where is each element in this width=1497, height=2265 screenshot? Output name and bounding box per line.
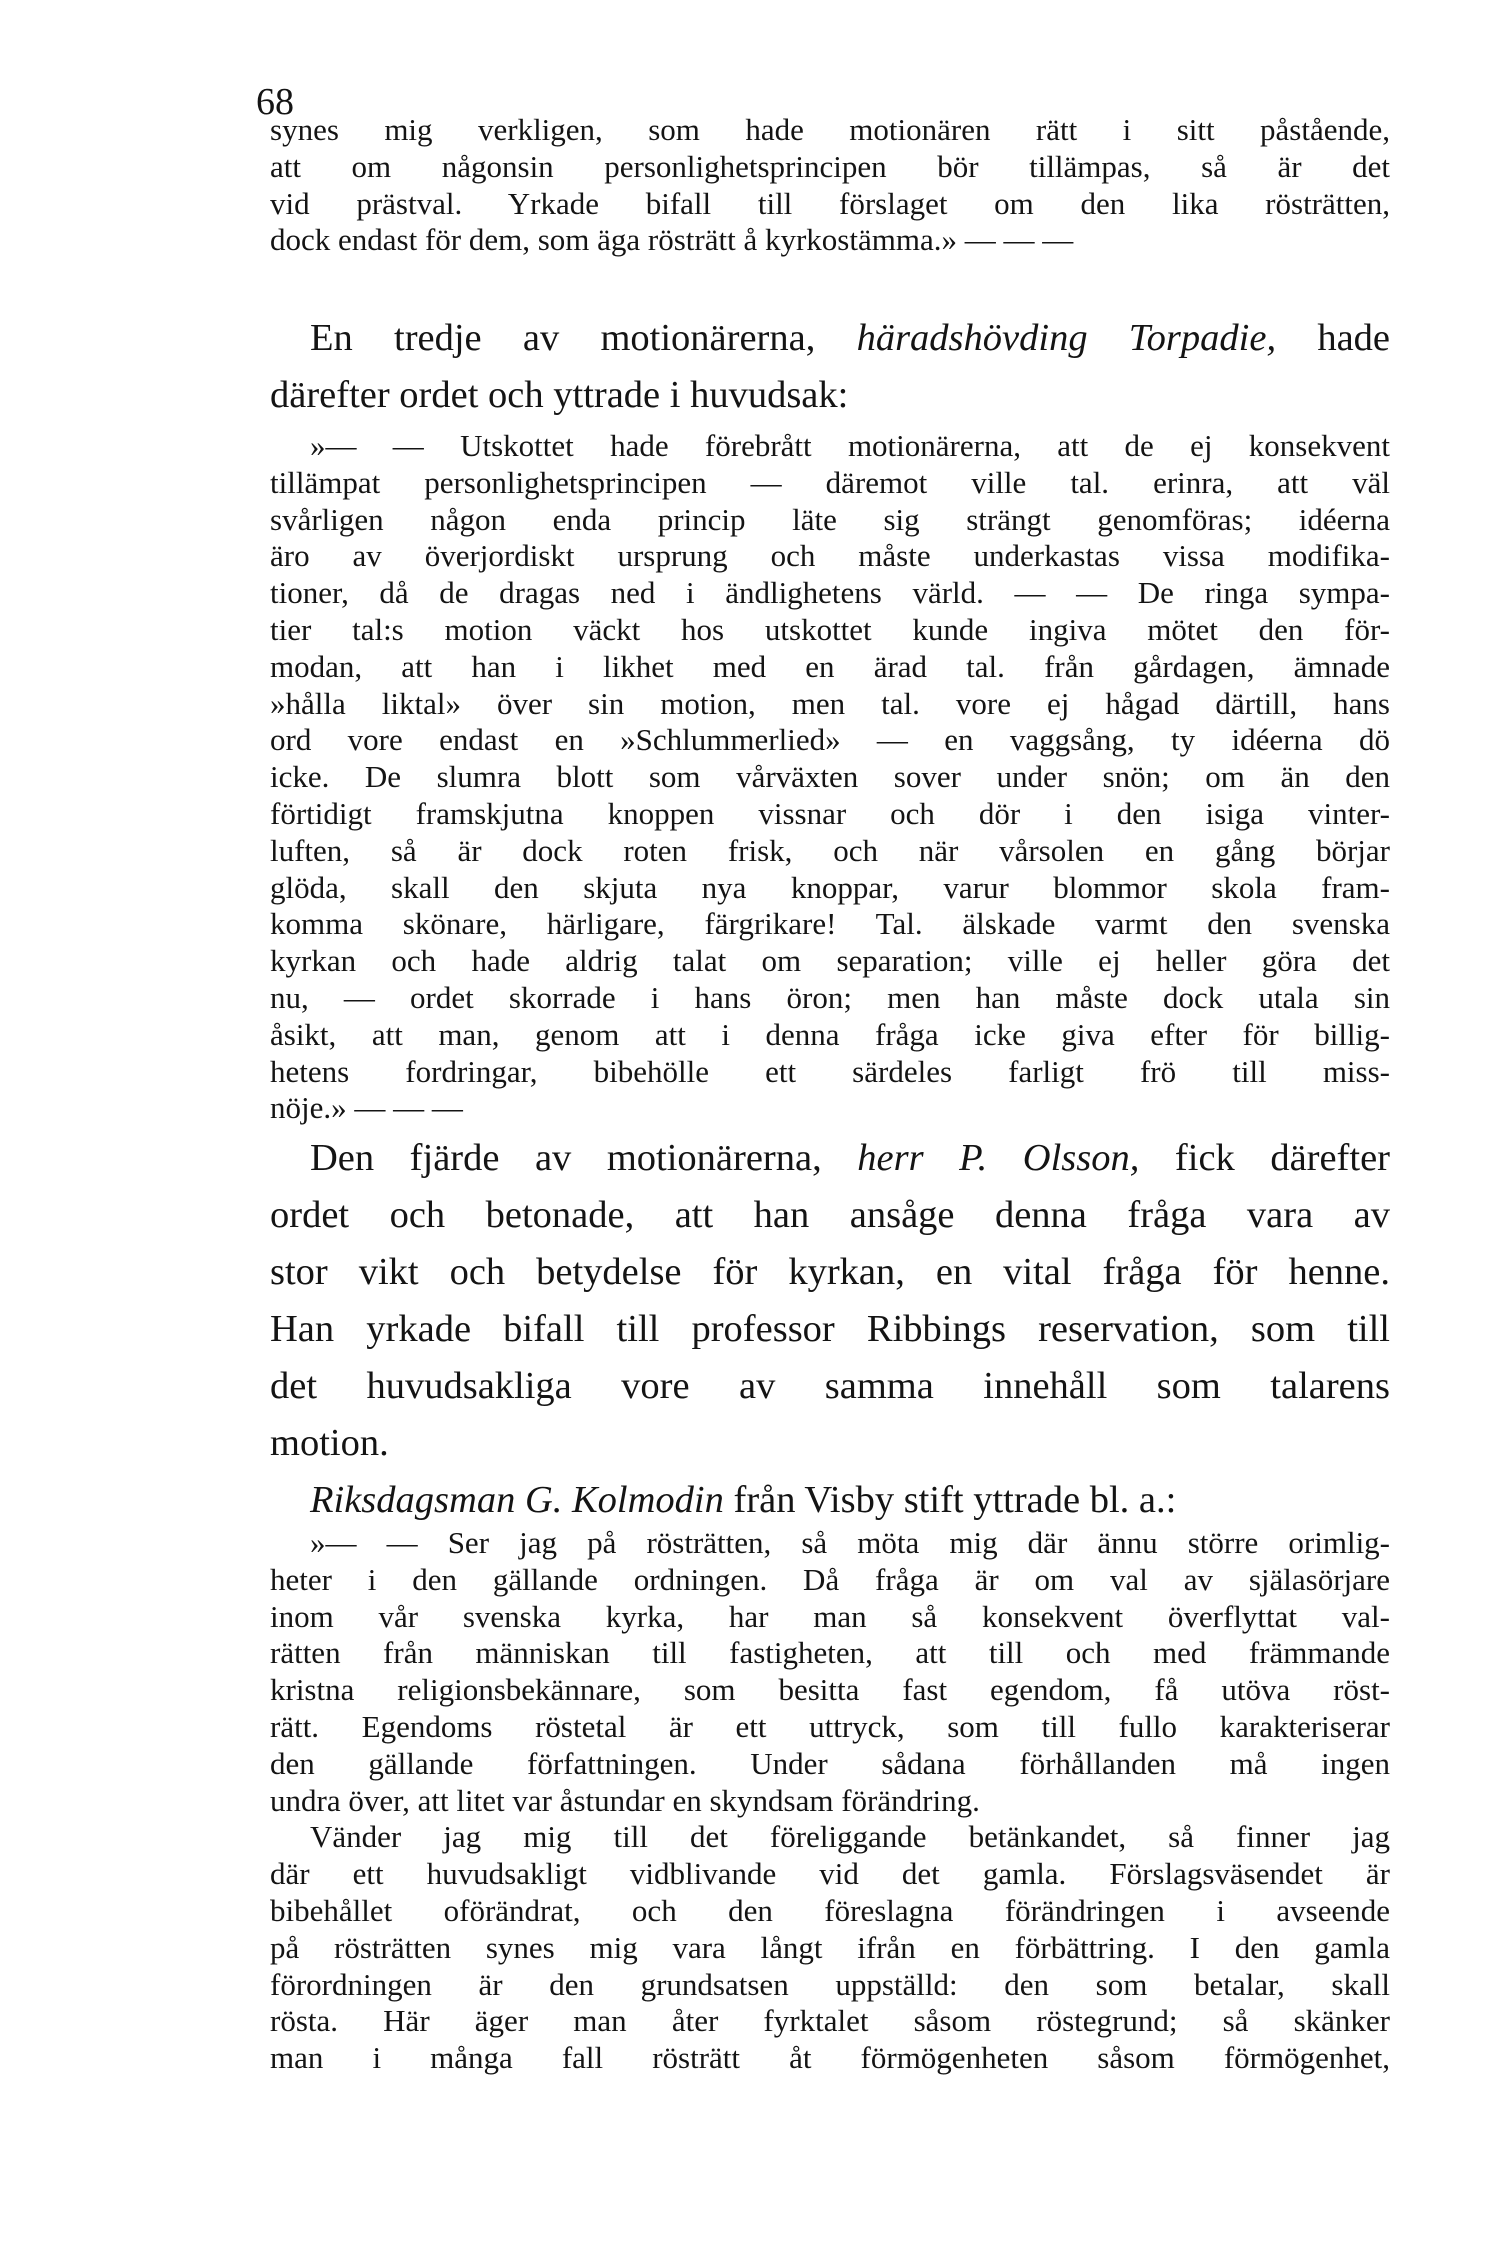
paragraph-1 <box>270 112 1390 259</box>
text-run: från Visby stift yttrade bl. a.: <box>723 1479 1177 1521</box>
text-line: på rösträtten synes mig vara långt ifrån en förbättring. I den gamla <box>270 1929 1390 1965</box>
text-line: modan, att han i likhet med en ärad tal. från gårdagen, ämnade <box>270 648 1390 684</box>
text-line: hetens fordringar, bibehölle ett särdeles farligt frö till miss- <box>270 1053 1390 1089</box>
text-line: äro av överjordiskt ursprung och måste underkastas vissa modifika- <box>270 538 1390 574</box>
text-line: inom vår svenska kyrka, har man så konsekvent överflyttat val- <box>270 1598 1390 1634</box>
text-line: tillämpat personlighetsprincipen — däremot ville tal. erinra, att väl <box>270 464 1390 500</box>
text-line: rösta. Här äger man åter fyrktalet såsom röstegrund; så skänker <box>270 2003 1390 2039</box>
text-line: att om någonsin personlighetsprincipen bör tillämpas, så är det <box>270 148 1390 184</box>
text-line: ord vore endast en »Schlummerlied» — en vaggsång, ty idéerna dö <box>270 722 1390 758</box>
text-line: nöje.» — — — <box>270 1090 463 1126</box>
text-line: komma skönare, härligare, färgrikare! Tal. älskade varmt den svenska <box>270 906 1390 942</box>
text-line: stor vikt och betydelse för kyrkan, en vital fråga för henne. <box>270 1251 1390 1293</box>
text-line: rätt. Egendoms röstetal är ett uttryck, som till fullo karakteriserar <box>270 1708 1390 1744</box>
text-line: därefter ordet och yttrade i huvudsak: <box>270 374 849 416</box>
text-line: kristna religionsbekännare, som besitta fast egendom, få utöva röst- <box>270 1672 1390 1708</box>
text-line: synes mig verkligen, som hade motionären rätt i sitt påstående, <box>270 112 1390 147</box>
text-line: den gällande författningen. Under sådana förhållanden må ingen <box>270 1745 1390 1781</box>
text-line <box>270 1130 1390 1187</box>
text-line: tier tal:s motion väckt hos utskottet kunde ingiva mötet den för- <box>270 611 1390 647</box>
text-run: fick därefter <box>1139 1137 1390 1179</box>
paragraph-4 <box>270 1130 1390 1529</box>
text-line: där ett huvudsakligt vidblivande vid det gamla. Förslagsväsendet är <box>270 1856 1390 1892</box>
text-line: heter i den gällande ordningen. Då fråga är om val av själasörjare <box>270 1561 1390 1597</box>
text-line: vid prästval. Yrkade bifall till förslaget om den lika rösträtten, <box>270 185 1390 221</box>
text-line: ordet och betonade, att han ansåge denna fråga vara av <box>270 1194 1390 1236</box>
paragraph-2 <box>270 310 1390 424</box>
text-line <box>270 1472 1390 1529</box>
page-number: 68 <box>256 81 294 123</box>
text-line: Vänder jag mig till det föreliggande betänkandet, så finner jag <box>310 1819 1390 1855</box>
text-line: icke. De slumra blott som vårväxten sover under snön; om än den <box>270 759 1390 795</box>
text-line: förordningen är den grundsatsen uppställd: den som betalar, skall <box>270 1966 1390 2002</box>
text-line: Han yrkade bifall till professor Ribbings reservation, som till <box>270 1308 1390 1350</box>
text-line: rätten från människan till fastigheten, att till och med främmande <box>270 1635 1390 1671</box>
text-line: glöda, skall den skjuta nya knoppar, varur blommor skola fram- <box>270 869 1390 905</box>
text-line: man i många fall rösträtt åt förmögenheten såsom förmögenhet, <box>270 2040 1390 2076</box>
paragraph-5 <box>270 1525 1390 2077</box>
text-line: »— — Utskottet hade förebrått motionärerna, att de ej konsekvent <box>310 428 1390 463</box>
text-line <box>270 310 1390 367</box>
italic-name: Riksdagsman G. Kolmodin <box>310 1479 724 1521</box>
italic-name: häradshövding Torpadie, <box>856 317 1277 359</box>
text-line: dock endast för dem, som äga rösträtt å kyrkostämma.» — — — <box>270 222 1074 258</box>
text-line: luften, så är dock roten frisk, och när vårsolen en gång börjar <box>270 832 1390 868</box>
text-run: hade <box>1276 317 1390 359</box>
text-line: det huvudsakliga vore av samma innehåll som talarens <box>270 1365 1390 1407</box>
text-line: åsikt, att man, genom att i denna fråga icke giva efter för billig- <box>270 1016 1390 1052</box>
text-line: svårligen någon enda princip läte sig strängt genomföras; idéerna <box>270 501 1390 537</box>
paragraph-3 <box>270 428 1390 1127</box>
text-line: förtidigt framskjutna knoppen vissnar och dör i den isiga vinter- <box>270 795 1390 831</box>
italic-name: herr P. Olsson, <box>857 1137 1140 1179</box>
text-line: undra över, att litet var åstundar en skyndsam förändring. <box>270 1782 980 1818</box>
text-line: motion. <box>270 1422 389 1464</box>
text-run: En tredje av motionärerna, <box>310 317 857 359</box>
text-line: »hålla liktal» över sin motion, men tal. vore ej hågad därtill, hans <box>270 685 1390 721</box>
text-run: Den fjärde av motionärerna, <box>310 1137 858 1179</box>
text-line: kyrkan och hade aldrig talat om separation; ville ej heller göra det <box>270 943 1390 979</box>
text-line: tioner, då de dragas ned i ändlighetens värld. — — De ringa sympa- <box>270 575 1390 611</box>
text-line: nu, — ordet skorrade i hans öron; men han måste dock utala sin <box>270 979 1390 1015</box>
text-line: bibehållet oförändrat, och den föreslagna förändringen i avseende <box>270 1892 1390 1928</box>
text-line: »— — Ser jag på rösträtten, så möta mig där ännu större orimlig- <box>310 1525 1390 1560</box>
